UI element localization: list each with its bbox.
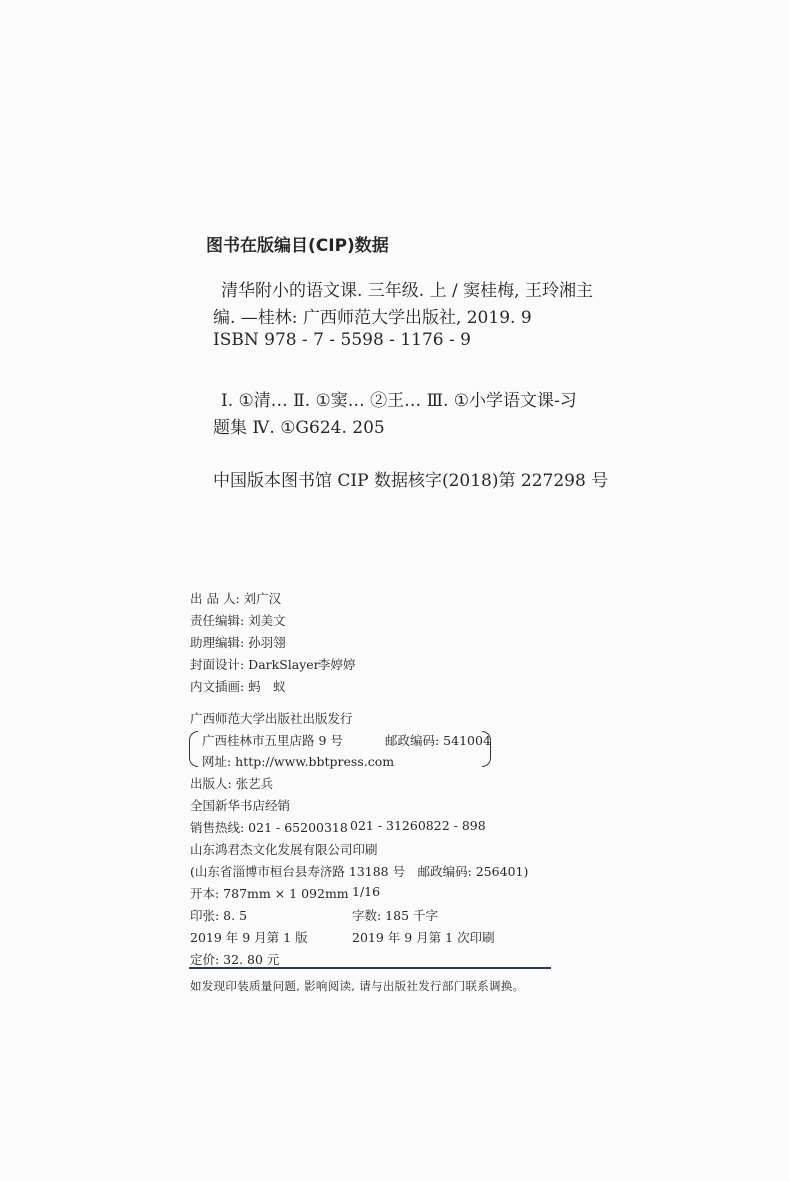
- edition: 2019 年 9 月第 1 版: [190, 930, 308, 945]
- credit-illustration: 内文插画: 蚂 蚁: [190, 679, 286, 694]
- quality-notice: 如发现印装质量问题, 影响阅读, 请与出版社发行部门联系调换。: [190, 979, 525, 993]
- publisher-line: 广西师范大学出版社出版发行: [190, 711, 353, 726]
- credit-cover-design-name: 李婷婷: [318, 657, 356, 672]
- credit-assistant-editor: 助理编辑: 孙羽翎: [190, 635, 286, 650]
- book-format-fraction: 1/16: [352, 884, 381, 899]
- publisher-address: 广西桂林市五里店路 9 号: [202, 733, 343, 748]
- sales-hotline: 销售热线: 021 - 65200318: [190, 820, 348, 835]
- cip-heading: 图书在版编目(CIP)数据: [206, 236, 389, 256]
- publisher-head: 出版人: 张艺兵: [190, 776, 274, 791]
- publisher-postcode: 邮政编码: 541004: [385, 733, 491, 748]
- cip-isbn: ISBN 978 - 7 - 5598 - 1176 - 9: [213, 330, 471, 350]
- divider-rule: [189, 967, 551, 969]
- left-bracket: [189, 731, 198, 767]
- printing: 2019 年 9 月第 1 次印刷: [352, 930, 495, 945]
- credit-cover-design: 封面设计: DarkSlayer: [190, 657, 320, 672]
- printing-sheets: 印张: 8. 5: [190, 908, 248, 923]
- printer-address: (山东省淄博市桓台县寿济路 13188 号 邮政编码: 256401): [190, 864, 529, 879]
- cip-classification-line-2: 题集 Ⅳ. ①G624. 205: [213, 418, 385, 438]
- credit-responsible-editor: 责任编辑: 刘美文: [190, 613, 286, 628]
- publisher-website: 网址: http://www.bbtpress.com: [202, 754, 395, 769]
- price: 定价: 32. 80 元: [190, 952, 280, 967]
- distributor: 全国新华书店经销: [190, 798, 291, 813]
- book-format: 开本: 787mm × 1 092mm: [190, 886, 349, 901]
- printer: 山东鸿君杰文化发展有限公司印刷: [190, 842, 378, 857]
- cip-record-number: 中国版本图书馆 CIP 数据核字(2018)第 227298 号: [213, 471, 609, 491]
- sales-hotline-2: 021 - 31260822 - 898: [350, 818, 486, 833]
- cip-bibliographic-line-1: 清华附小的语文课. 三年级. 上 / 窦桂梅, 王玲湘主: [221, 281, 593, 301]
- credit-publisher-person: 出 品 人: 刘广汉: [190, 591, 282, 606]
- word-count: 字数: 185 千字: [352, 908, 439, 923]
- cip-bibliographic-line-2: 编. —桂林: 广西师范大学出版社, 2019. 9: [213, 308, 532, 328]
- cip-classification-line-1: Ⅰ. ①清… Ⅱ. ①窦… ②王… Ⅲ. ①小学语文课-习: [221, 391, 577, 411]
